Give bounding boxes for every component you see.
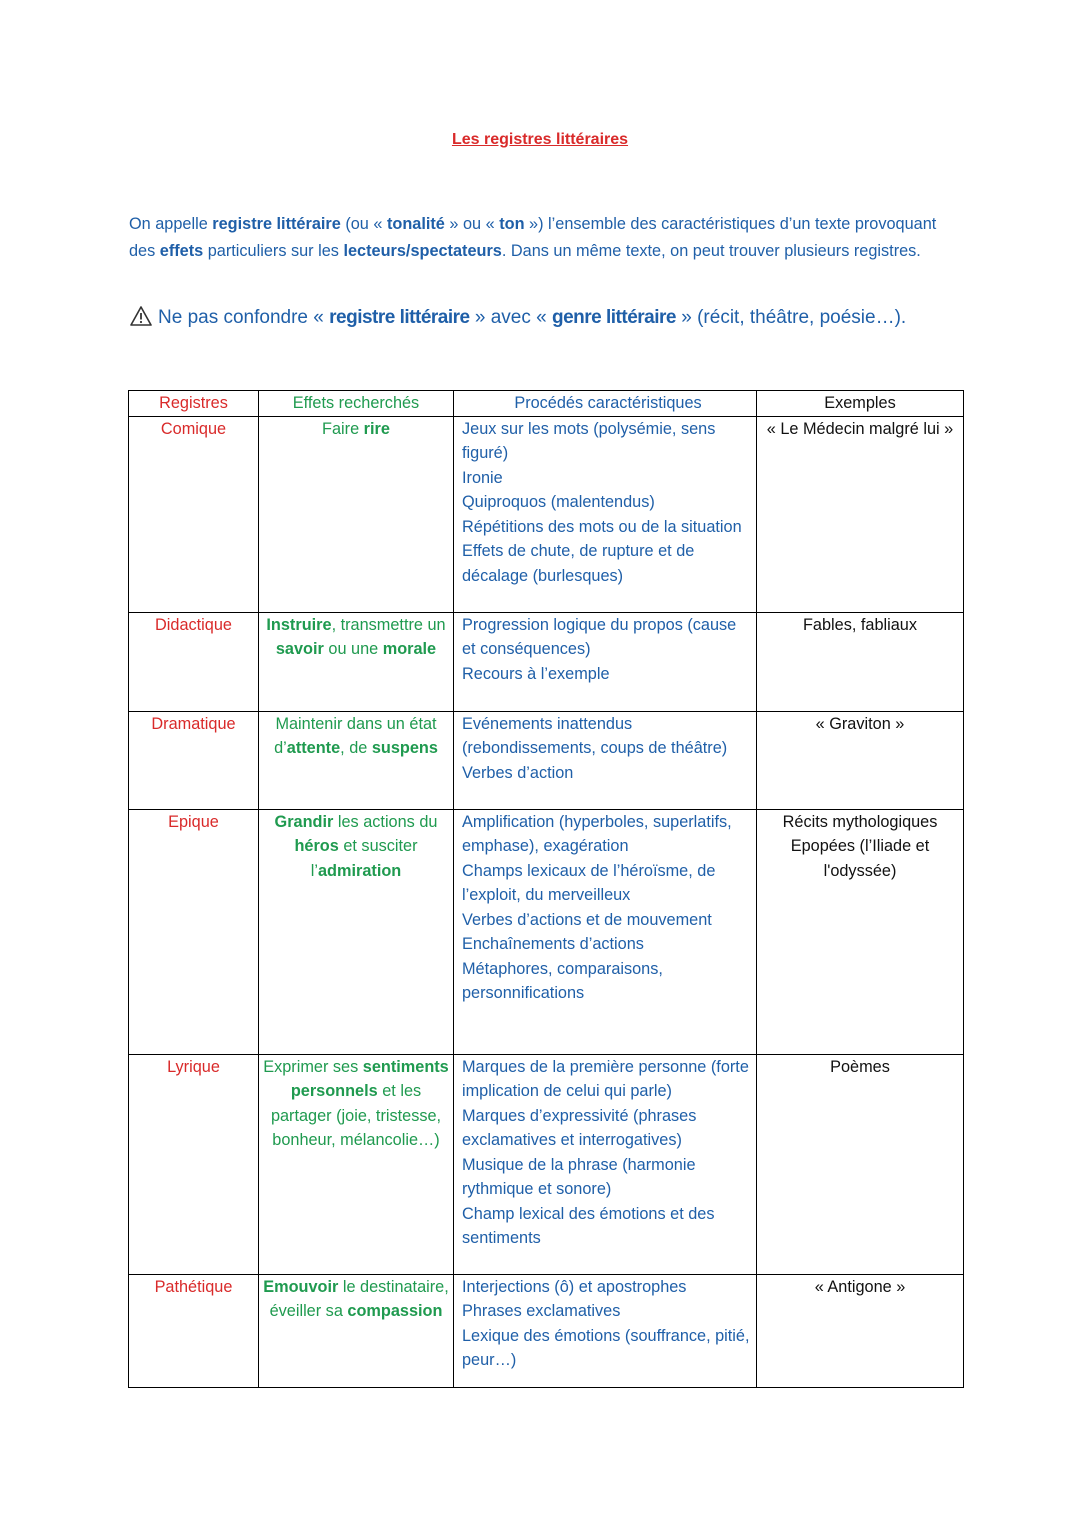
cell-registre: Lyrique — [129, 1054, 259, 1274]
intro-text: On appelle — [129, 215, 213, 233]
procede-item: Lexique des émotions (souffrance, pitié, peur…) — [462, 1326, 750, 1369]
intro-text: particuliers sur les — [203, 241, 344, 260]
procede-item: Musique de la phrase (harmonie rythmique et sonore) — [462, 1155, 696, 1198]
cell-procedes — [454, 1054, 757, 1274]
procede-item: Marques d’expressivité (phrases exclamatives et interrogatives) — [462, 1106, 697, 1149]
page-title: Les registres littéraires — [451, 131, 629, 148]
effet-text: , transmettre un — [331, 615, 446, 634]
cell-effets — [259, 1054, 454, 1274]
procede-item: Phrases exclamatives — [462, 1302, 621, 1320]
cell-exemple: Fables, fabliaux — [757, 612, 964, 711]
warning-text: » (récit, théâtre, poésie…). — [675, 307, 907, 328]
table-row — [129, 711, 964, 809]
effet-keyword: compassion — [347, 1302, 443, 1320]
effet-keyword: savoir — [275, 640, 324, 658]
effet-text: ou une — [323, 640, 383, 658]
procede-item: Interjections (ô) et apostrophes — [462, 1277, 687, 1296]
warning-keyword: registre littéraire — [329, 307, 470, 328]
procede-item: Marques de la première personne (forte implication de celui qui parle) — [462, 1057, 749, 1100]
effet-keyword: rire — [363, 419, 390, 438]
cell-registre: Epique — [129, 809, 259, 1054]
procede-item: Jeux sur les mots (polysémie, sens figuré) — [462, 419, 716, 462]
cell-procedes — [454, 416, 757, 612]
cell-effets — [259, 612, 454, 711]
cell-effets — [259, 1274, 454, 1387]
effet-text: , de — [340, 739, 372, 757]
effet-keyword: suspens — [371, 739, 438, 757]
effet-text: Faire — [322, 419, 364, 438]
header-registres: Registres — [129, 391, 259, 417]
procede-item: Ironie — [462, 468, 503, 487]
cell-registre: Dramatique — [129, 711, 259, 809]
procede-item: Evénements inattendus (rebondissements, coups de théâtre) — [462, 714, 728, 757]
cell-effets — [259, 416, 454, 612]
table-row — [129, 809, 964, 1054]
procede-item: Répétitions des mots ou de la situation — [462, 517, 742, 536]
header-exemples: Exemples — [757, 391, 964, 417]
procede-item: Verbes d’actions et de mouvement — [462, 910, 712, 929]
cell-exemple: Poèmes — [757, 1054, 964, 1274]
cell-procedes — [454, 612, 757, 711]
warning-keyword: genre littéraire — [551, 307, 676, 328]
procede-item: Quiproquos (malentendus) — [462, 493, 655, 511]
effet-keyword: morale — [382, 640, 437, 658]
effet-keyword: héros — [294, 837, 339, 855]
intro-keyword: effets — [159, 241, 204, 260]
cell-exemple: « Antigone » — [757, 1274, 964, 1387]
effet-text: et les partager (joie, tristesse, bonheur, mélancolie…) — [270, 1082, 442, 1149]
intro-keyword: lecteurs/spectateurs — [343, 241, 502, 260]
cell-effets — [259, 809, 454, 1054]
table-row — [129, 1054, 964, 1274]
table-header-row — [129, 391, 964, 417]
header-procedes: Procédés caractéristiques — [454, 391, 757, 417]
intro-text: (ou « — [340, 215, 387, 233]
effet-text: Maintenir dans un état d’ — [274, 714, 437, 757]
cell-exemple: « Le Médecin malgré lui » — [757, 416, 964, 612]
intro-keyword: registre littéraire — [212, 215, 341, 233]
procede-item: Métaphores, comparaisons, personnifications — [462, 959, 663, 1002]
table-row — [129, 416, 964, 612]
effet-keyword: Grandir — [274, 812, 334, 831]
table-row — [129, 1274, 964, 1387]
intro-paragraph — [129, 211, 959, 264]
procede-item: Champ lexical des émotions et des sentiments — [462, 1204, 715, 1247]
effet-keyword: Instruire — [266, 615, 332, 634]
warning-text: » avec « — [469, 307, 552, 328]
intro-keyword: tonalité — [386, 215, 445, 233]
cell-exemple: « Graviton » — [757, 711, 964, 809]
intro-text: ») l’ensemble des caractéristiques d’un texte provoquant des — [129, 215, 937, 260]
effet-keyword: attente — [286, 739, 341, 757]
cell-procedes — [454, 1274, 757, 1387]
procede-item: Enchaînements d’actions — [462, 935, 644, 953]
procede-item: Recours à l’exemple — [462, 664, 610, 683]
cell-procedes — [454, 711, 757, 809]
intro-text: » ou « — [444, 215, 500, 233]
effet-text: Exprimer ses — [263, 1057, 363, 1076]
intro-text: . Dans un même texte, on peut trouver plusieurs registres. — [501, 241, 921, 260]
effet-keyword: Emouvoir — [263, 1277, 339, 1296]
procede-item: Progression logique du propos (cause et conséquences) — [462, 615, 737, 658]
warning-text: Ne pas confondre « — [158, 307, 330, 328]
effet-text: et susciter l’ — [310, 837, 418, 880]
procede-item: Champs lexicaux de l’héroïsme, de l’exploit, du merveilleux — [462, 861, 716, 904]
cell-procedes — [454, 809, 757, 1054]
header-effets: Effets recherchés — [259, 391, 454, 417]
registers-table — [128, 390, 964, 1388]
procede-item: Amplification (hyperboles, superlatifs, emphase), exagération — [462, 812, 732, 855]
cell-effets — [259, 711, 454, 809]
effet-text: le destinataire, éveiller sa — [269, 1277, 449, 1320]
effet-keyword: admiration — [318, 861, 402, 880]
procede-item: Effets de chute, de rupture et de décalage (burlesques) — [462, 542, 695, 585]
intro-keyword: ton — [499, 215, 525, 233]
cell-registre: Didactique — [129, 612, 259, 711]
cell-exemple: Récits mythologiques Epopées (l’Iliade et l'odyssée) — [757, 809, 964, 1054]
table-row — [129, 612, 964, 711]
warning-triangle-icon — [130, 305, 152, 336]
warning-note — [130, 304, 960, 336]
cell-registre: Comique — [129, 416, 259, 612]
effet-text: les actions du — [333, 812, 438, 831]
cell-registre: Pathétique — [129, 1274, 259, 1387]
effet-keyword: sentiments personnels — [290, 1057, 449, 1100]
procede-item: Verbes d’action — [462, 763, 574, 782]
